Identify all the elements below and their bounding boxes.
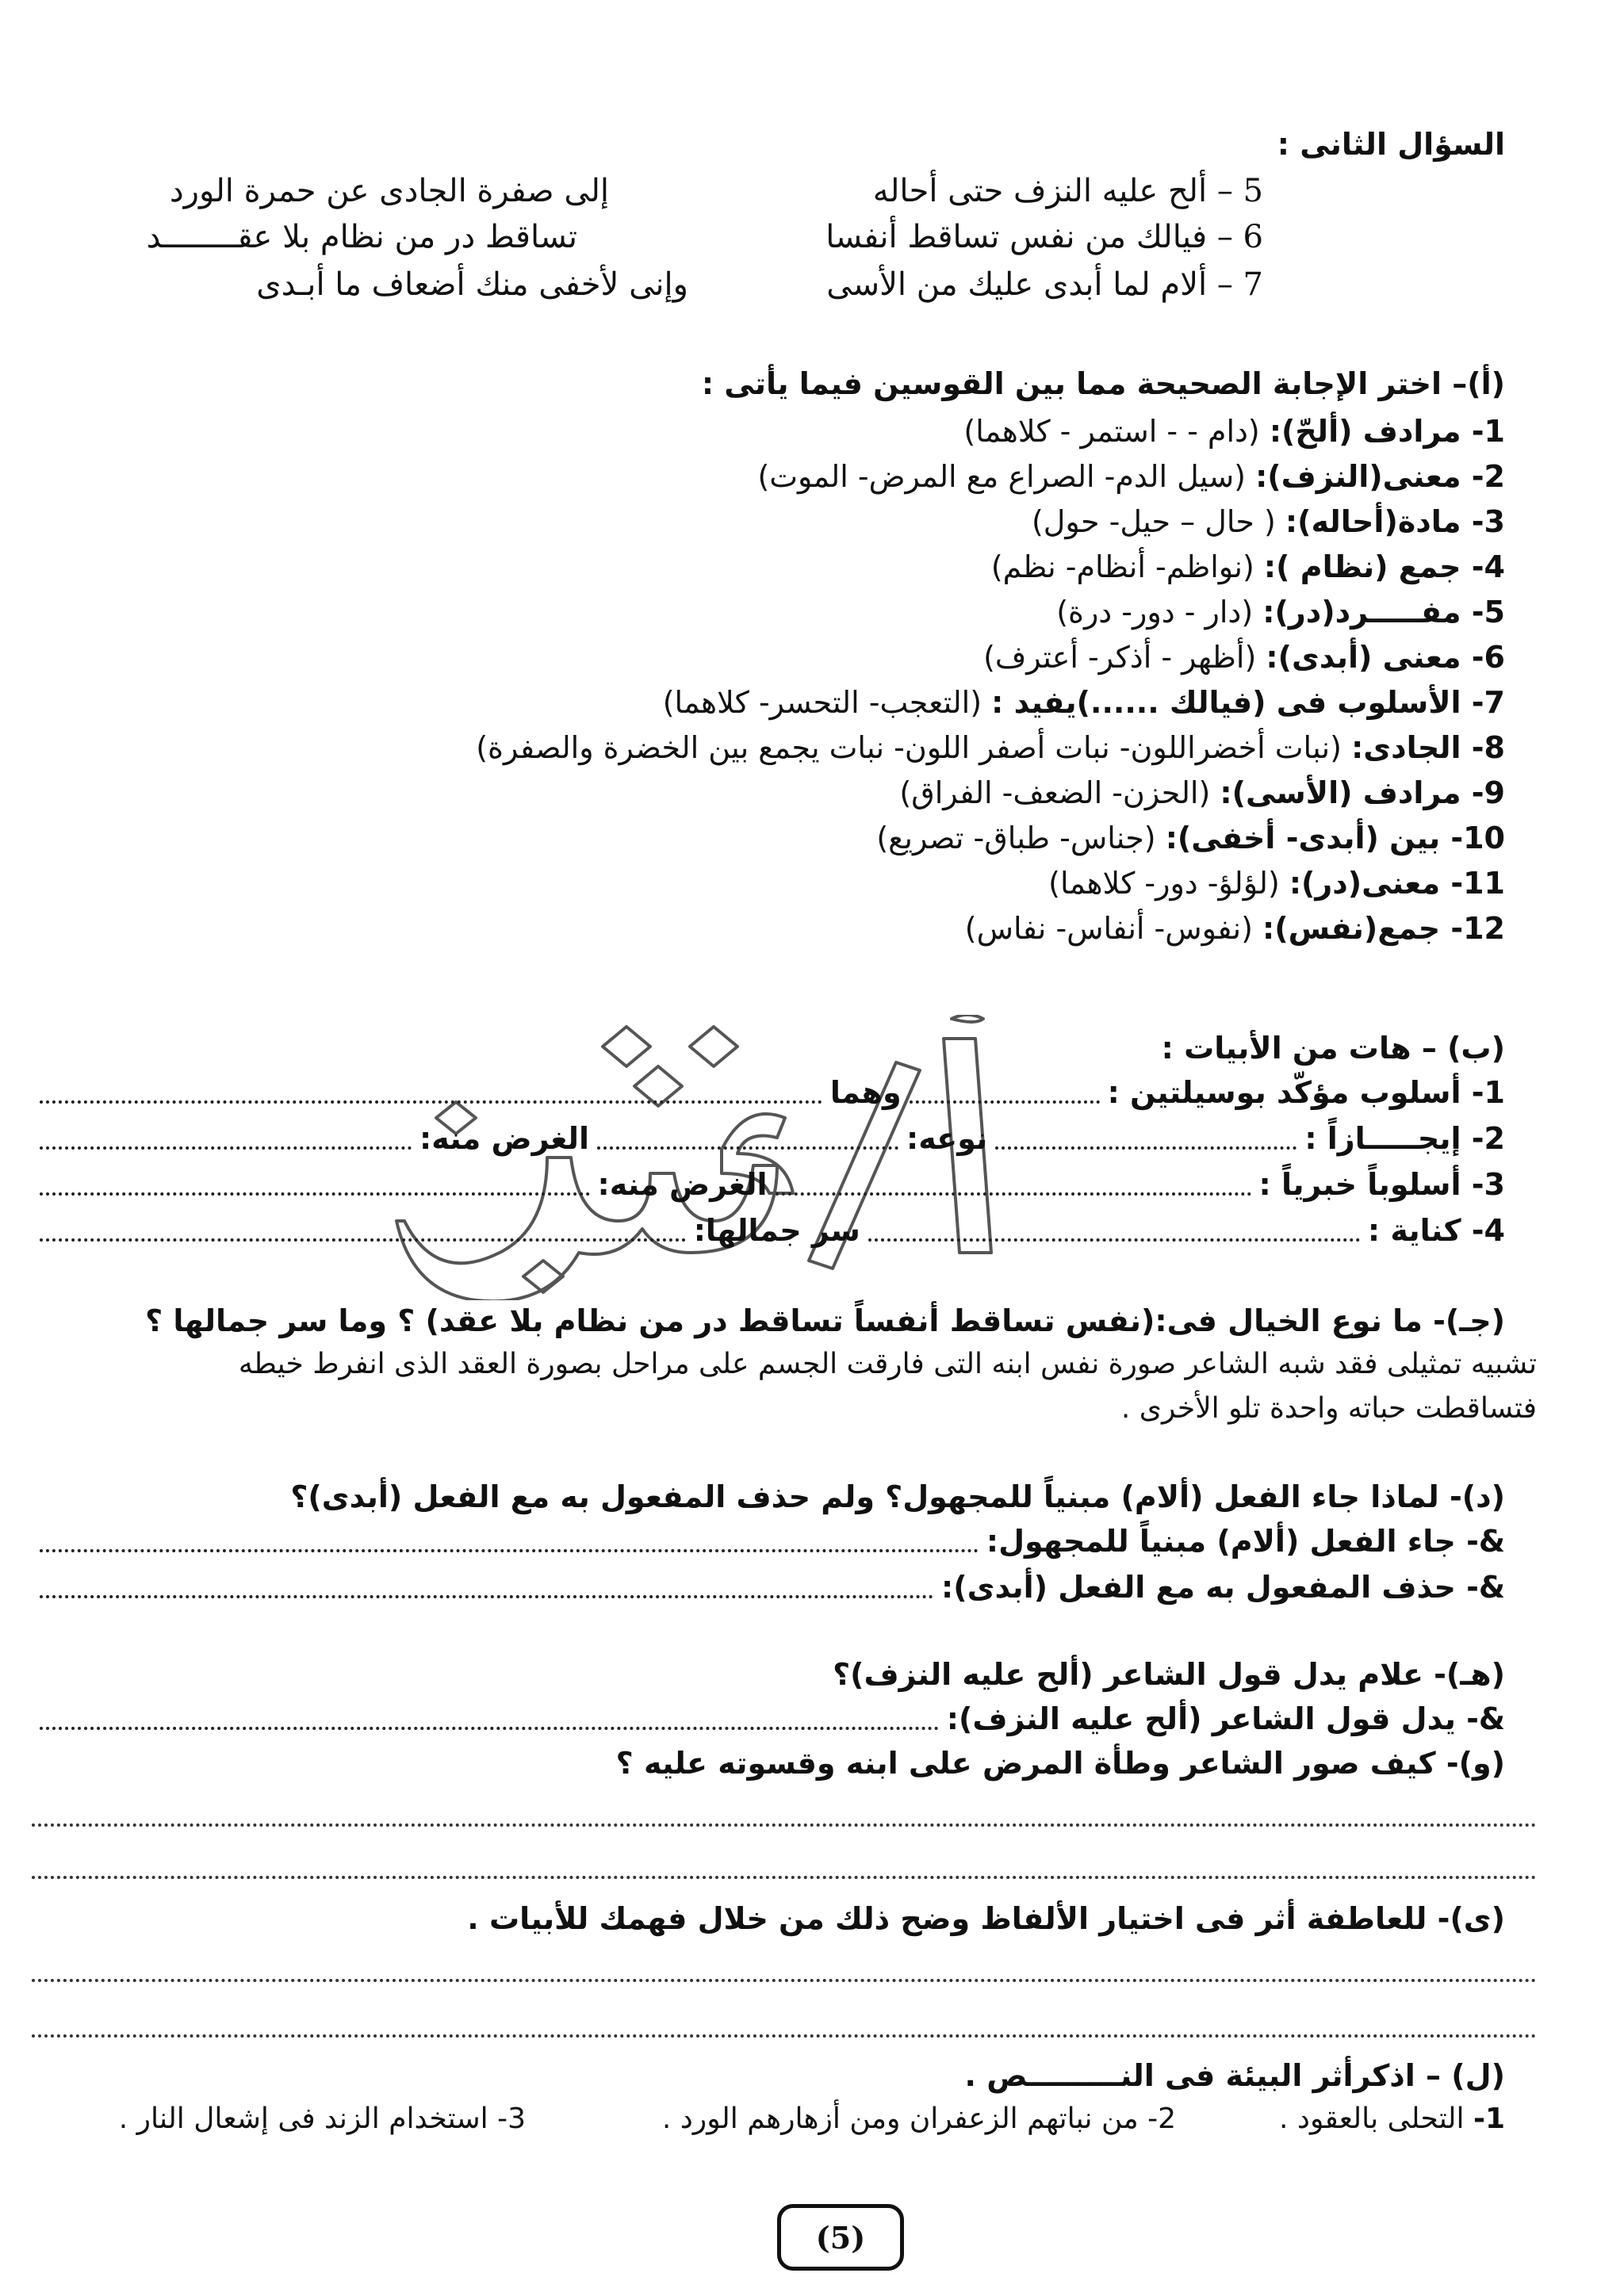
list-item: 10- بين (أبدى- أخفى): (جناس- طباق- تصريع)	[876, 821, 1505, 855]
list-item: 7- الأسلوب فى (فيالك ......)يفيد : (التعجب- التحسر- كلاهما)	[662, 685, 1505, 720]
section-l-answer-2: 2- من نباتهم الزعفران ومن أزهارهم الورد .	[661, 2103, 1176, 2135]
list-item: 11- معنى(در): (لؤلؤ- دور- كلاهما)	[1048, 866, 1505, 901]
answer-blank[interactable]	[40, 1549, 979, 1552]
list-item: 3- مادة(أحاله): ( حال – حيل- حول)	[1031, 504, 1505, 539]
answer-blank[interactable]	[995, 1146, 1297, 1150]
poem-line-7a: 7 – ألام لما أبدى عليك من الأسى	[826, 266, 1263, 303]
page-number: (5)	[777, 2204, 904, 2271]
answer-blank[interactable]	[40, 1100, 822, 1104]
poem-line-7b: وإنى لأخفى منك أضعاف ما أبـدى	[256, 266, 688, 303]
answer-blank[interactable]	[40, 1238, 686, 1242]
poem-line-5a: 5 – ألح عليه النزف حتى أحاله	[872, 173, 1263, 209]
section-b-title: (ب) – هات من الأبيات :	[1161, 1031, 1505, 1066]
section-b-line-2: 2- إيجـــــازاً : نوعه: الغرض منه:	[32, 1121, 1505, 1156]
answer-blank[interactable]	[776, 1192, 1251, 1196]
watermark-signature	[341, 1015, 1055, 1300]
section-b-line-3: 3- أسلوباً خبرياً : الغرض منه:	[32, 1167, 1505, 1202]
section-d-line-2: &- حذف المفعول به مع الفعل (أبدى):	[32, 1570, 1505, 1605]
section-b-line-1: 1- أسلوب مؤكّد بوسيلتين : وهما	[32, 1075, 1505, 1110]
answer-blank[interactable]	[32, 1876, 1537, 1879]
list-item: 6- معنى (أبدى): (أظهر - أذكر- أعترف)	[983, 640, 1505, 675]
list-item: 5- مفـــــرد(در): (دار - دور- درة)	[1056, 595, 1505, 629]
section-l-question: (ل) – اذكرأثر البيئة فى النـــــــــص .	[964, 2058, 1505, 2093]
poem-num: 6	[1243, 219, 1263, 255]
answer-blank[interactable]	[32, 1979, 1537, 1982]
poem-num: 7	[1243, 266, 1263, 303]
section-c-answer-2: فتساقطت حباته واحدة تلو الأخرى .	[1120, 1392, 1537, 1425]
answer-blank[interactable]	[40, 1727, 939, 1730]
section-l-answer-3: 3- استخدام الزند فى إشعال النار .	[118, 2103, 526, 2135]
list-item: 1- مرادف (ألحّ): (دام - - استمر - كلاهما)	[963, 414, 1505, 449]
section-a-title: (أ)– اختر الإجابة الصحيحة مما بين القوسين فيما يأتى :	[701, 366, 1505, 401]
section-c-question: (جـ)- ما نوع الخيال فى:(نفس تساقط أنفساً تساقط در من نظام بلا عقد) ؟ وما سر جمالها ؟	[145, 1303, 1505, 1338]
list-item: 9- مرادف (الأسى): (الحزن- الضعف- الفراق)	[899, 775, 1505, 810]
section-h-question: (هـ)- علام يدل قول الشاعر (ألح عليه النزف)؟	[833, 1657, 1505, 1692]
answer-blank[interactable]	[40, 1146, 412, 1150]
answer-blank[interactable]	[40, 1595, 933, 1598]
section-b-line-4: 4- كناية : سر جمالها:	[32, 1213, 1505, 1248]
answer-blank[interactable]	[40, 1192, 590, 1196]
list-item: 8- الجادى: (نبات أخضراللون- نبات أصفر اللون- نبات يجمع بين الخضرة والصفرة)	[476, 730, 1505, 765]
section-c-answer-1: تشبيه تمثيلى فقد شبه الشاعر صورة نفس ابنه التى فارقت الجسم على مراحل بصورة العقد الذى انفرط خيطه	[238, 1348, 1537, 1380]
poem-num: 5	[1243, 173, 1263, 209]
poem-line-6a: 6 – فيالك من نفس تساقط أنفسا	[825, 219, 1263, 255]
question-heading: السؤال الثانى :	[1277, 127, 1505, 162]
list-item: 12- جمع(نفس): (نفوس- أنفاس- نفاس)	[964, 911, 1505, 946]
section-w-question: (و)- كيف صور الشاعر وطأة المرض على ابنه وقسوته عليه ؟	[615, 1746, 1505, 1781]
section-y-question: (ى)- للعاطفة أثر فى اختيار الألفاظ وضح ذلك من خلال فهمك للأبيات .	[467, 1901, 1505, 1936]
section-l-answer-1: 1- التحلى بالعقود .	[1279, 2103, 1505, 2135]
answer-blank[interactable]	[868, 1238, 1360, 1242]
answer-blank[interactable]	[32, 1823, 1537, 1827]
answer-blank[interactable]	[597, 1146, 898, 1150]
poem-line-6b: تساقط در من نظام بلا عقــــــــد	[146, 219, 577, 255]
section-d-question: (د)- لماذا جاء الفعل (ألام) مبنياً للمجهول؟ ولم حذف المفعول به مع الفعل (أبدى)؟	[290, 1479, 1505, 1514]
list-item: 2- معنى(النزف): (سيل الدم- الصراع مع المرض- الموت)	[757, 459, 1505, 494]
section-d-line-1: &- جاء الفعل (ألام) مبنياً للمجهول:	[32, 1524, 1505, 1559]
answer-blank[interactable]	[32, 2034, 1537, 2038]
section-h-line-1: &- يدل قول الشاعر (ألح عليه النزف):	[32, 1701, 1505, 1736]
poem-line-5b: إلى صفرة الجادى عن حمرة الورد	[169, 173, 609, 209]
answer-blank[interactable]	[910, 1100, 1100, 1104]
list-item: 4- جمع (نظام ): (نواظم- أنظام- نظم)	[990, 549, 1505, 584]
